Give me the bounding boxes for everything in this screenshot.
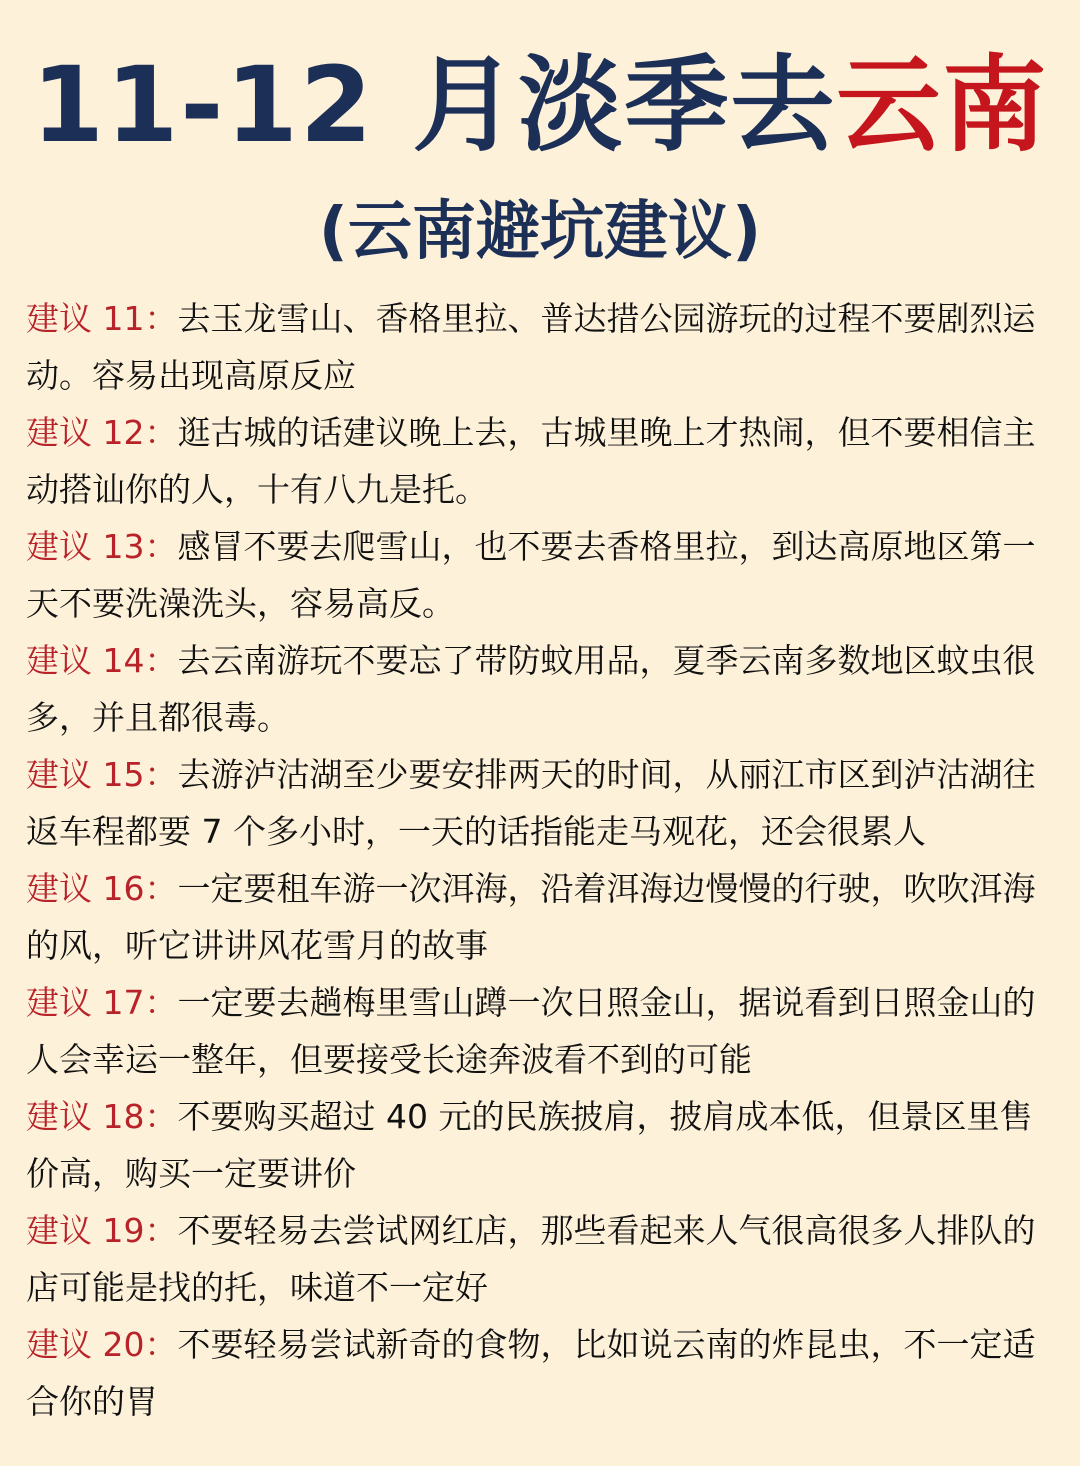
tip-text: 不要购买超过 40 元的民族披肩，披肩成本低，但景区里售价高，购买一定要讲价 — [26, 1097, 1033, 1193]
tip-item — [26, 1088, 1056, 1202]
tip-label: 建议 17： — [26, 983, 178, 1022]
tip-text: 一定要租车游一次洱海，沿着洱海边慢慢的行驶，吹吹洱海的风，听它讲讲风花雪月的故事 — [26, 869, 1036, 965]
tips-list — [26, 290, 1056, 1430]
tip-item — [26, 404, 1056, 518]
tip-item — [26, 1316, 1056, 1430]
tip-item — [26, 860, 1056, 974]
tip-label: 建议 15： — [26, 755, 178, 794]
tip-label: 建议 14： — [26, 641, 178, 680]
tip-label: 建议 12： — [26, 413, 178, 452]
tip-label: 建议 20： — [26, 1325, 178, 1364]
tip-text: 不要轻易去尝试网红店，那些看起来人气很高很多人排队的店可能是找的托，味道不一定好 — [26, 1211, 1036, 1307]
tip-text: 去游泸沽湖至少要安排两天的时间，从丽江市区到泸沽湖往返车程都要 7 个多小时，一天的话指能走马观花，还会很累人 — [26, 755, 1036, 851]
tip-text: 去云南游玩不要忘了带防蚊用品，夏季云南多数地区蚊虫很多，并且都很毒。 — [26, 641, 1036, 737]
tip-text: 去玉龙雪山、香格里拉、普达措公园游玩的过程不要剧烈运动。容易出现高原反应 — [26, 299, 1036, 395]
page-title — [0, 40, 1080, 170]
tip-text: 逛古城的话建议晚上去，古城里晚上才热闹，但不要相信主动搭讪你的人，十有八九是托。 — [26, 413, 1036, 509]
tip-text: 感冒不要去爬雪山，也不要去香格里拉，到达高原地区第一天不要洗澡洗头，容易高反。 — [26, 527, 1036, 623]
tip-item — [26, 974, 1056, 1088]
tip-text: 不要轻易尝试新奇的食物，比如说云南的炸昆虫，不一定适合你的胃 — [26, 1325, 1036, 1421]
tip-text: 一定要去趟梅里雪山蹲一次日照金山，据说看到日照金山的人会幸运一整年，但要接受长途奔波看不到的可能 — [26, 983, 1036, 1079]
title-main: 11-12 月淡季去 — [31, 44, 837, 166]
tip-item — [26, 632, 1056, 746]
tip-item — [26, 746, 1056, 860]
tip-label: 建议 19： — [26, 1211, 178, 1250]
tip-label: 建议 16： — [26, 869, 178, 908]
tip-label: 建议 11： — [26, 299, 178, 338]
tip-item — [26, 1202, 1056, 1316]
tip-item — [26, 518, 1056, 632]
tip-item — [26, 290, 1056, 404]
page-subtitle: (云南避坑建议) — [318, 195, 762, 269]
tip-label: 建议 13： — [26, 527, 178, 566]
tip-label: 建议 18： — [26, 1097, 178, 1136]
title-accent: 云南 — [836, 44, 1049, 166]
